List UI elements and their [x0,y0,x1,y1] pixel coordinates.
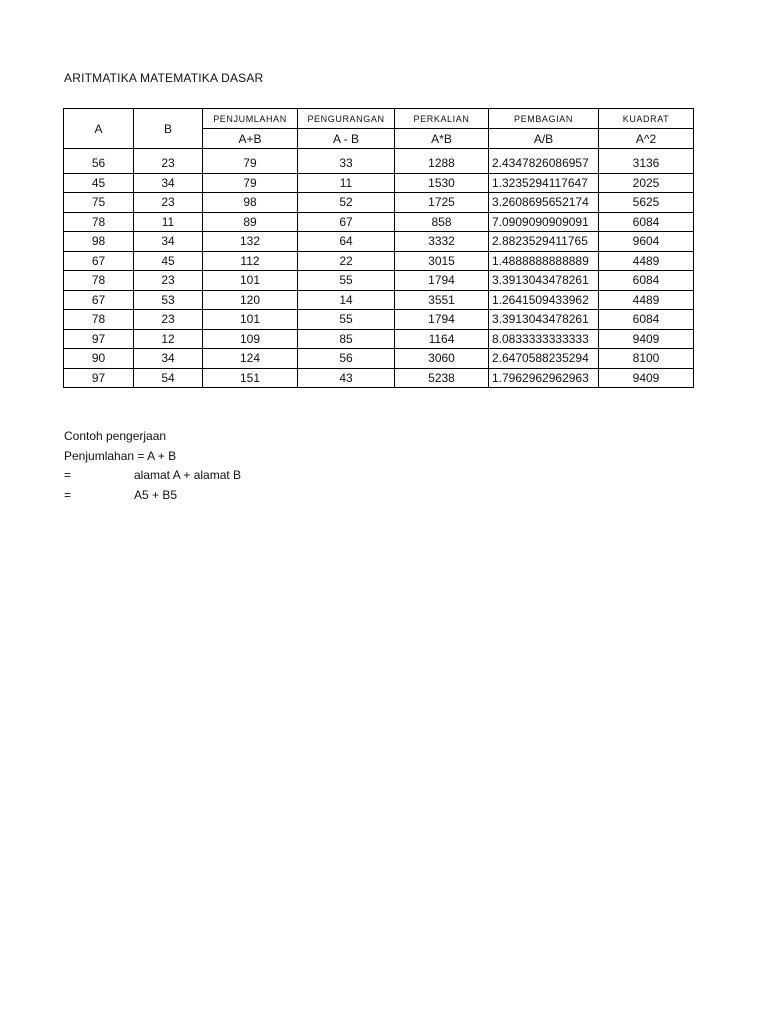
table-body [64,154,694,388]
cell-perkalian: 3060 [395,349,489,369]
cell-a: 78 [64,271,134,291]
cell-pembagian: 2.4347826086957 [489,154,599,173]
cell-pengurangan: 22 [298,251,395,271]
notes-heading: Contoh pengerjaan [64,429,167,443]
formula-pembagian: A/B [489,129,599,149]
cell-pembagian: 2.8823529411765 [489,232,599,252]
table-row [64,232,694,252]
table-row [64,310,694,330]
column-header-perkalian: PERKALIAN [395,109,489,129]
cell-perkalian: 1288 [395,154,489,173]
cell-pembagian: 7.0909090909091 [489,212,599,232]
cell-penjumlahan: 112 [203,251,298,271]
cell-pembagian: 8.0833333333333 [489,329,599,349]
cell-perkalian: 858 [395,212,489,232]
cell-kuadrat: 6084 [599,271,694,291]
cell-b: 12 [134,329,203,349]
table-row [64,271,694,291]
cell-penjumlahan: 89 [203,212,298,232]
cell-kuadrat: 6084 [599,212,694,232]
notes-cells-text: A5 + B5 [134,487,178,502]
cell-penjumlahan: 132 [203,232,298,252]
cell-penjumlahan: 124 [203,349,298,369]
cell-kuadrat: 8100 [599,349,694,369]
cell-b: 54 [134,368,203,388]
notes-line-formula: Penjumlahan = A + B [64,448,177,463]
notes-equals-sign: = [64,487,72,502]
cell-b: 45 [134,251,203,271]
cell-a: 67 [64,290,134,310]
cell-perkalian: 1164 [395,329,489,349]
cell-a: 67 [64,251,134,271]
cell-pengurangan: 85 [298,329,395,349]
notes-line-cells [64,486,176,506]
table-row [64,193,694,213]
cell-a: 75 [64,193,134,213]
cell-a: 78 [64,212,134,232]
page-title: ARITMATIKA MATEMATIKA DASAR [64,71,264,85]
cell-pengurangan: 33 [298,154,395,173]
table-row [64,154,694,173]
cell-b: 23 [134,154,203,173]
cell-perkalian: 5238 [395,368,489,388]
cell-penjumlahan: 79 [203,154,298,173]
cell-penjumlahan: 98 [203,193,298,213]
cell-perkalian: 1530 [395,173,489,193]
table-row [64,329,694,349]
table-row [64,173,694,193]
cell-kuadrat: 9604 [599,232,694,252]
cell-a: 98 [64,232,134,252]
table-row [64,251,694,271]
formula-pengurangan: A - B [298,129,395,149]
cell-pengurangan: 55 [298,271,395,291]
table-row [64,368,694,388]
cell-pengurangan: 43 [298,368,395,388]
cell-b: 23 [134,193,203,213]
cell-pengurangan: 52 [298,193,395,213]
cell-pengurangan: 14 [298,290,395,310]
cell-b: 34 [134,173,203,193]
cell-pengurangan: 55 [298,310,395,330]
arithmetic-table [63,108,694,388]
cell-pengurangan: 56 [298,349,395,369]
cell-kuadrat: 2025 [599,173,694,193]
cell-a: 97 [64,368,134,388]
cell-b: 23 [134,310,203,330]
example-notes [64,427,242,505]
cell-pembagian: 3.3913043478261 [489,310,599,330]
cell-perkalian: 3332 [395,232,489,252]
cell-perkalian: 1794 [395,271,489,291]
cell-penjumlahan: 101 [203,271,298,291]
cell-pembagian: 3.2608695652174 [489,193,599,213]
cell-a: 90 [64,349,134,369]
formula-perkalian: A*B [395,129,489,149]
table-row [64,212,694,232]
cell-a: 45 [64,173,134,193]
cell-penjumlahan: 151 [203,368,298,388]
cell-pembagian: 1.2641509433962 [489,290,599,310]
table-row [64,290,694,310]
formula-penjumlahan: A+B [203,129,298,149]
cell-kuadrat: 4489 [599,290,694,310]
notes-equals-sign: = [64,468,72,482]
cell-b: 11 [134,212,203,232]
notes-address-text: alamat A + alamat B [134,468,242,482]
column-header-penjumlahan: PENJUMLAHAN [203,109,298,129]
column-header-b: B [134,109,203,149]
cell-a: 97 [64,329,134,349]
cell-pembagian: 1.3235294117647 [489,173,599,193]
cell-perkalian: 3015 [395,251,489,271]
cell-pengurangan: 64 [298,232,395,252]
cell-b: 23 [134,271,203,291]
cell-a: 78 [64,310,134,330]
cell-pembagian: 3.3913043478261 [489,271,599,291]
cell-kuadrat: 4489 [599,251,694,271]
cell-penjumlahan: 120 [203,290,298,310]
column-header-pembagian: PEMBAGIAN [489,109,599,129]
cell-b: 34 [134,349,203,369]
column-header-a: A [64,109,134,149]
cell-pengurangan: 11 [298,173,395,193]
cell-perkalian: 3551 [395,290,489,310]
cell-penjumlahan: 101 [203,310,298,330]
cell-pembagian: 2.6470588235294 [489,349,599,369]
cell-kuadrat: 9409 [599,329,694,349]
cell-perkalian: 1725 [395,193,489,213]
column-header-kuadrat: KUADRAT [599,109,694,129]
cell-pengurangan: 67 [298,212,395,232]
notes-line-address [64,466,242,486]
cell-pembagian: 1.7962962962963 [489,368,599,388]
formula-kuadrat: A^2 [599,129,694,149]
column-header-pengurangan: PENGURANGAN [298,109,395,129]
table-row [64,349,694,369]
cell-penjumlahan: 109 [203,329,298,349]
cell-b: 53 [134,290,203,310]
cell-pembagian: 1.4888888888889 [489,251,599,271]
cell-b: 34 [134,232,203,252]
cell-perkalian: 1794 [395,310,489,330]
cell-kuadrat: 9409 [599,368,694,388]
cell-kuadrat: 6084 [599,310,694,330]
cell-kuadrat: 5625 [599,193,694,213]
cell-a: 56 [64,154,134,173]
cell-kuadrat: 3136 [599,154,694,173]
cell-penjumlahan: 79 [203,173,298,193]
